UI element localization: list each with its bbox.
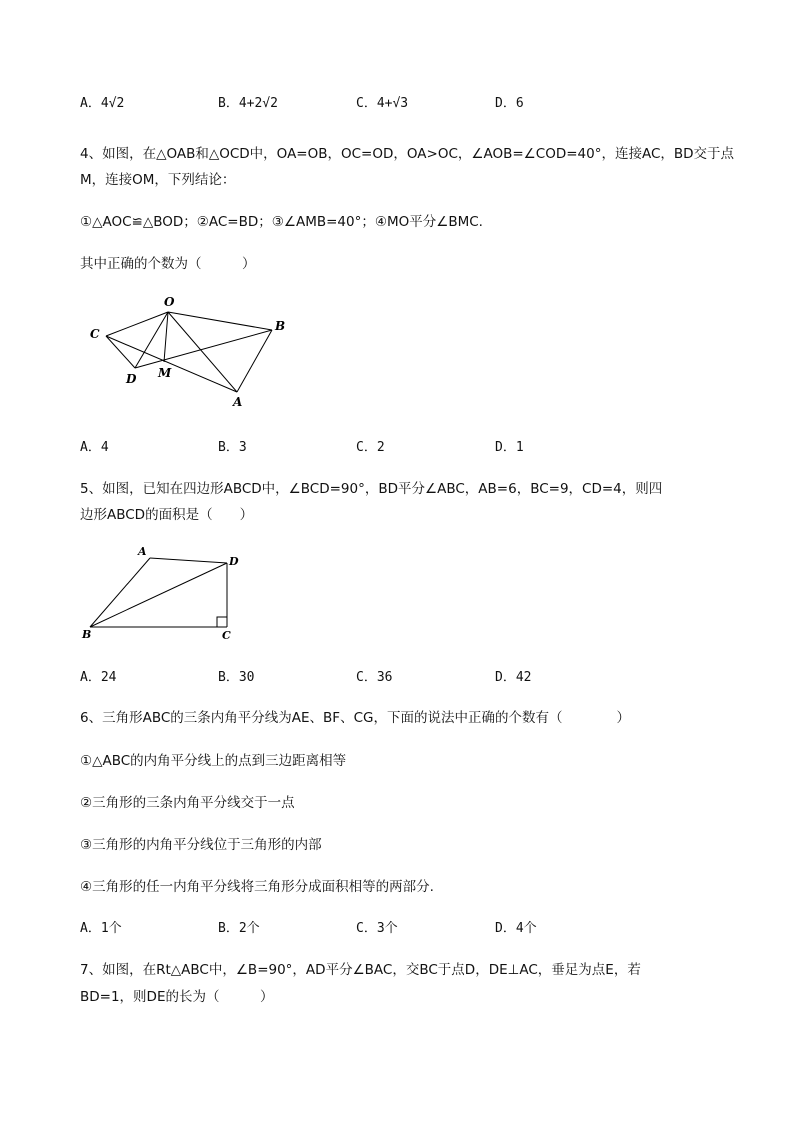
label-b: B bbox=[275, 319, 286, 333]
label-a: A bbox=[138, 545, 147, 558]
q3-option-c: C．4+√3 bbox=[356, 96, 409, 111]
label-o: O bbox=[164, 295, 175, 309]
label-d: D bbox=[126, 372, 137, 386]
q7-stem-line2: BD=1，则DE的长为（ ） bbox=[80, 989, 274, 1005]
q4-option-d: D．1 bbox=[495, 440, 524, 455]
label-m: M bbox=[158, 366, 172, 380]
q4-option-c: C．2 bbox=[356, 440, 385, 455]
q3-option-a: A．4√2 bbox=[80, 96, 125, 111]
label-c: C bbox=[222, 629, 231, 642]
q5-figure bbox=[80, 543, 250, 643]
q6-option-c: C．3个 bbox=[356, 921, 398, 936]
q5-option-a: A．24 bbox=[80, 670, 117, 685]
label-d: D bbox=[229, 555, 239, 568]
q4-stem-line2: M，连接OM，下列结论： bbox=[80, 172, 236, 188]
q6-statement-2: ②三角形的三条内角平分线交于一点 bbox=[80, 795, 295, 811]
q4-conclusions: ①△AOC≌△BOD；②AC=BD；③∠AMB=40°；④MO平分∠BMC. bbox=[80, 214, 483, 230]
q5-option-d: D．42 bbox=[495, 670, 532, 685]
q6-statement-4: ④三角形的任一内角平分线将三角形分成面积相等的两部分. bbox=[80, 879, 434, 895]
label-c: C bbox=[90, 327, 100, 341]
q6-option-b: B．2个 bbox=[218, 921, 260, 936]
q4-option-a: A．4 bbox=[80, 440, 109, 455]
q4-stem-line1: 4、如图，在△OAB和△OCD中，OA=OB，OC=OD，OA>OC，∠AOB=∠COD=40°，连接AC，BD交于点 bbox=[80, 146, 735, 162]
q6-statement-3: ③三角形的内角平分线位于三角形的内部 bbox=[80, 837, 322, 853]
q5-option-b: B．30 bbox=[218, 670, 255, 685]
q7-stem-line1: 7、如图，在Rt△ABC中，∠B=90°，AD平分∠BAC，交BC于点D，DE⊥AC，垂足为点E，若 bbox=[80, 962, 641, 978]
q6-option-d: D．4个 bbox=[495, 921, 537, 936]
q5-stem-line1: 5、如图，已知在四边形ABCD中，∠BCD=90°，BD平分∠ABC，AB=6，BC=9，CD=4，则四 bbox=[80, 481, 663, 497]
label-a: A bbox=[233, 395, 243, 409]
q4-question: 其中正确的个数为（ ） bbox=[80, 256, 256, 272]
q4-figure bbox=[80, 290, 300, 415]
q6-option-a: A．1个 bbox=[80, 921, 122, 936]
q4-option-b: B．3 bbox=[218, 440, 247, 455]
q3-option-d: D．6 bbox=[495, 96, 524, 111]
q5-stem-line2: 边形ABCD的面积是（ ） bbox=[80, 507, 254, 523]
q6-stem: 6、三角形ABC的三条内角平分线为AE、BF、CG，下面的说法中正确的个数有（ ） bbox=[80, 710, 630, 726]
q5-option-c: C．36 bbox=[356, 670, 393, 685]
q3-option-b: B．4+2√2 bbox=[218, 96, 278, 111]
q6-statement-1: ①△ABC的内角平分线上的点到三边距离相等 bbox=[80, 753, 347, 769]
label-b: B bbox=[82, 628, 92, 641]
